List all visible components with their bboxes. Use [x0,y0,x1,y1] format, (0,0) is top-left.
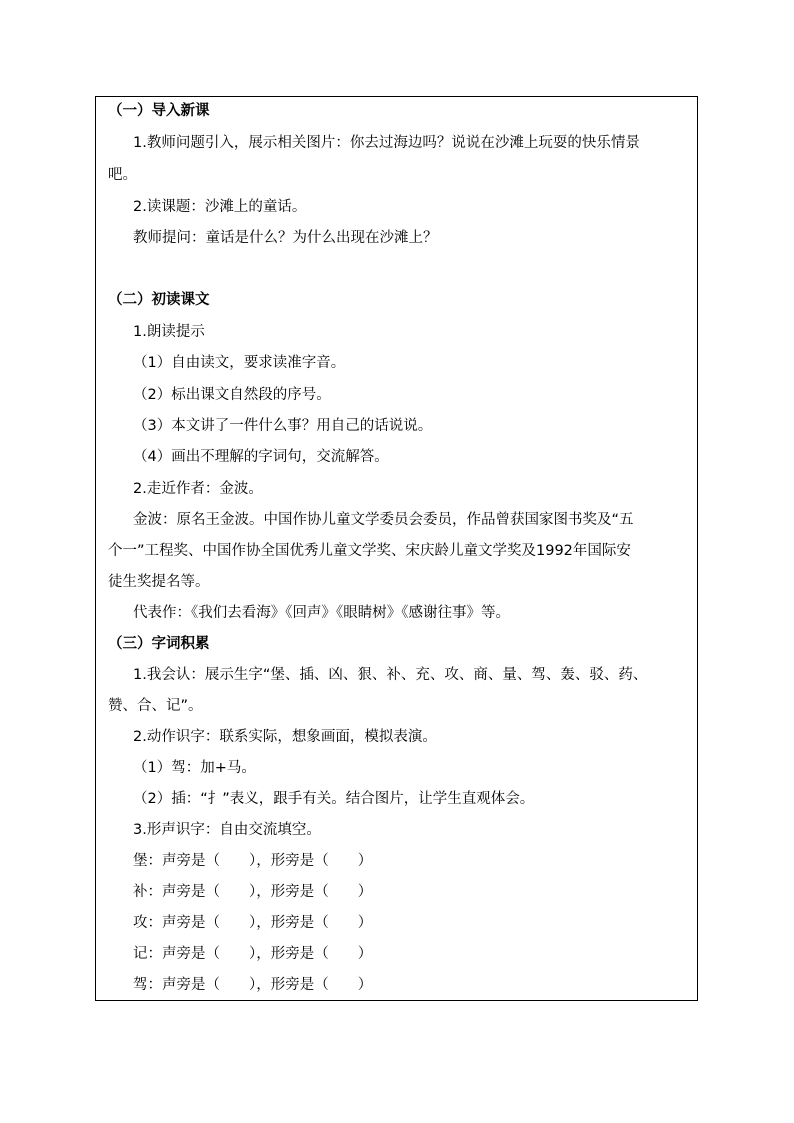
section-heading-first-reading: （二）初读课文 [108,292,210,308]
paragraph: 教师提问：童话是什么？为什么出现在沙滩上？ [133,230,438,246]
paragraph: 1.朗读提示 [133,324,205,340]
fill-blank-item: 堡：声旁是（ ），形旁是（ ） [133,853,373,869]
fill-blank-item: 补：声旁是（ ），形旁是（ ） [133,884,373,900]
list-item: （3）本文讲了一件什么事？用自己的话说说。 [133,418,433,434]
paragraph: 代表作：《我们去看海》《回声》《眼睛树》《感谢往事》等。 [133,605,510,621]
section-heading-vocabulary: （三）字词积累 [108,636,210,652]
fill-blank-item: 攻：声旁是（ ），形旁是（ ） [133,915,373,931]
paragraph: 2.走近作者：金波。 [133,481,263,497]
section-heading-intro: （一）导入新课 [108,103,210,119]
paragraph: 2.读课题：沙滩上的童话。 [133,199,307,215]
paragraph: 赞、合、记”。 [108,698,203,714]
list-item: （1）自由读文，要求读准字音。 [133,355,346,371]
list-item: （4）画出不理解的字词句，交流解答。 [133,449,389,465]
paragraph: 1.我会认：展示生字“堡、插、凶、狠、补、充、攻、商、量、驾、轰、驳、药、 [133,667,648,683]
paragraph: 吧。 [108,167,137,183]
paragraph: 徒生奖提名等。 [108,574,210,590]
fill-blank-item: 记：声旁是（ ），形旁是（ ） [133,946,373,962]
fill-blank-item: 驾：声旁是（ ），形旁是（ ） [133,977,373,993]
list-item: （2）标出课文自然段的序号。 [133,387,331,403]
list-item: （1）驾：加+马。 [133,760,256,776]
paragraph: 2.动作识字：联系实际，想象画面，模拟表演。 [133,729,437,745]
paragraph: 3.形声识字：自由交流填空。 [133,822,321,838]
paragraph: 金波：原名王金波。中国作协儿童文学委员会委员，作品曾获国家图书奖及“五 [133,512,634,528]
list-item: （2）插：“扌”表义，跟手有关。结合图片，让学生直观体会。 [133,791,535,807]
paragraph: 个一”工程奖、中国作协全国优秀儿童文学奖、宋庆龄儿童文学奖及1992年国际安 [108,543,631,559]
paragraph: 1.教师问题引入，展示相关图片：你去过海边吗？说说在沙滩上玩耍的快乐情景 [133,135,640,151]
